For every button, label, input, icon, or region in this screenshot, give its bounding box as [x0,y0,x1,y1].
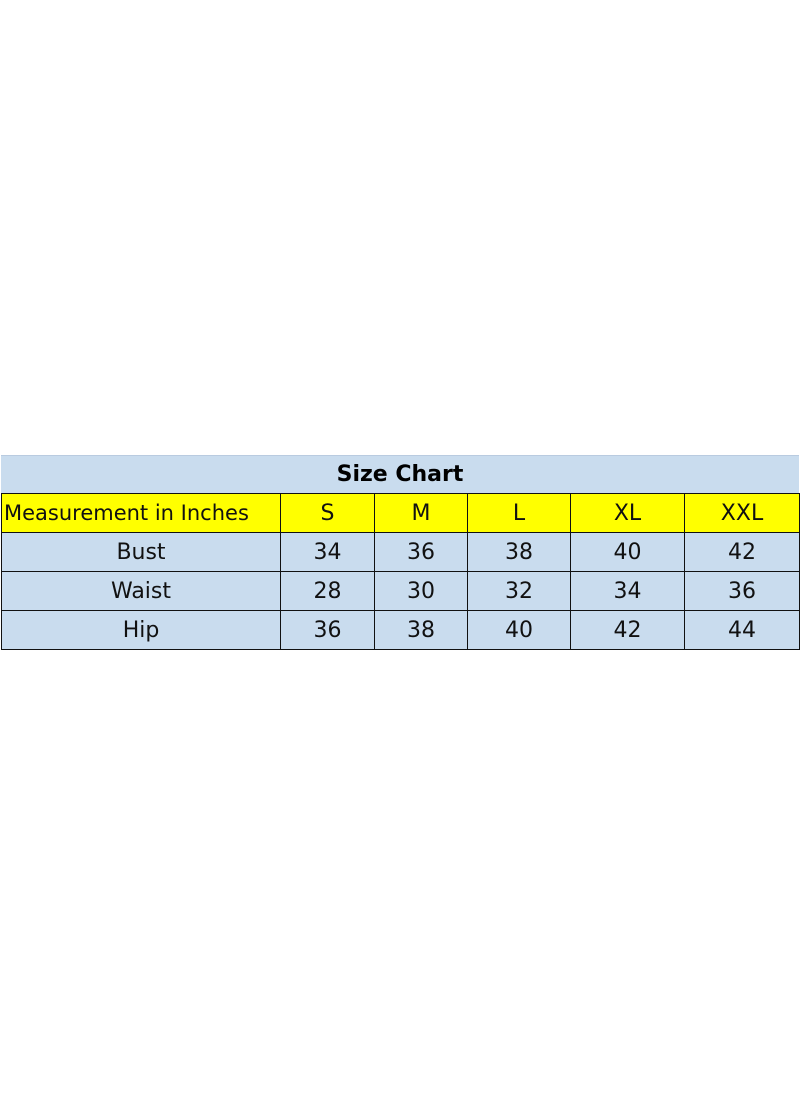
table-cell: 36 [685,572,800,611]
table-row-bust [2,533,800,572]
table-cell: 32 [468,572,571,611]
chart-title: Size Chart [1,455,799,493]
size-header-xl: XL [571,494,685,533]
table-cell: 44 [685,611,800,650]
size-chart [1,455,799,645]
row-label: Waist [2,572,281,611]
row-label: Hip [2,611,281,650]
table-cell: 42 [571,611,685,650]
row-label: Bust [2,533,281,572]
size-header-s: S [281,494,375,533]
table-cell: 34 [281,533,375,572]
table-cell: 40 [468,611,571,650]
size-header-m: M [375,494,468,533]
table-cell: 36 [281,611,375,650]
table-cell: 30 [375,572,468,611]
table-row-waist [2,572,800,611]
table-cell: 36 [375,533,468,572]
size-table [1,493,800,650]
table-row-hip [2,611,800,650]
size-header-l: L [468,494,571,533]
header-label: Measurement in Inches [2,494,281,533]
table-cell: 42 [685,533,800,572]
table-cell: 40 [571,533,685,572]
table-cell: 38 [375,611,468,650]
size-header-xxl: XXL [685,494,800,533]
table-cell: 28 [281,572,375,611]
header-row [2,494,800,533]
table-cell: 38 [468,533,571,572]
table-cell: 34 [571,572,685,611]
